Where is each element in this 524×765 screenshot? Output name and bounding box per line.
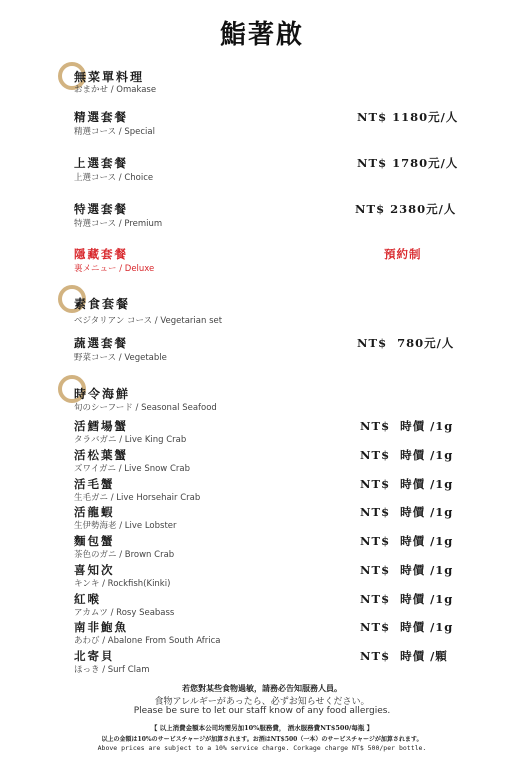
menu-item-name: 活毛蟹 [74,477,115,491]
menu-item-price: NT$ 時價 /1g [360,534,454,548]
section-subtitle-vegetarian: ベジタリアン コース / Vegetarian set [74,316,223,326]
menu-item-name: 紅喉 [74,592,101,606]
service-charge-note-en: Above prices are subject to a 10% service charge. Corkage charge NT$ 500/per bottle. [97,744,427,752]
service-charge-note-ja: 以上の金額は10%のサービスチャージが加算されます。お酒はNT$500（一本）のサービスチャージが加算されます。 [101,736,423,743]
menu-item-price: NT$ 時價 /1g [360,505,454,519]
section-subtitle-omakase: おまかせ / Omakase [74,85,157,95]
menu-item-subtitle: 精選コース / Special [74,127,155,137]
menu-item-price: NT$ 時價 /1g [360,592,454,606]
menu-item-subtitle: 茶色のガニ / Brown Crab [74,550,175,560]
menu-item-subtitle: ズワイガニ / Live Snow Crab [74,464,190,474]
menu-item-price: NT$ 時價 /1g [360,477,454,491]
menu-item-name: 活松葉蟹 [74,448,128,462]
menu-item-subtitle: 野菜コース / Vegetable [74,353,167,363]
menu-item-price: NT$ 2380元/人 [355,202,457,216]
menu-item-name: 北寄貝 [74,649,115,663]
menu-item-name-deluxe: 隱藏套餐 [74,247,128,261]
menu-item-price-deluxe: 預約制 [384,247,422,261]
menu-item-subtitle: 生毛ガニ / Live Horsehair Crab [74,493,201,503]
menu-item-subtitle-deluxe: 裏メニュー / Deluxe [74,264,155,274]
section-subtitle-seafood: 旬のシーフード / Seasonal Seafood [74,403,217,413]
section-title-seafood: 時令海鮮 [74,387,131,401]
menu-item-name: 麵包蟹 [74,534,115,548]
menu-item-name: 特選套餐 [74,202,128,216]
menu-item-subtitle: 特選コース / Premium [74,219,163,229]
menu-item-price: NT$ 1180元/人 [357,110,459,124]
menu-item-subtitle: キンキ / Rockfish(Kinki) [74,579,171,589]
menu-item-name: 上選套餐 [74,156,128,170]
menu-item-price: NT$ 時價 /1g [360,563,454,577]
menu-item-price: NT$ 時價 /1g [360,620,454,634]
menu-item-name: 精選套餐 [74,110,128,124]
menu-item-name: 喜知次 [74,563,115,577]
menu-item-price: NT$ 1780元/人 [357,156,459,170]
menu-item-name: 活龍蝦 [74,505,115,519]
section-title-omakase: 無菜單料理 [74,70,145,84]
menu-item-subtitle: 生伊勢海老 / Live Lobster [74,521,177,531]
menu-item-price: NT$ 時價 /1g [360,448,454,462]
allergy-note-ja: 食物アレルギーがあったら、必ずお知らせください。 [154,697,370,707]
allergy-note-en: Please be sure to let our staff know of any food allergies. [133,706,391,716]
menu-item-price: NT$ 時價 /1g [360,419,454,433]
menu-item-name: 南非鮑魚 [74,620,128,634]
brand-logo: 鮨著啟 [219,20,304,50]
menu-item-subtitle: タラバガニ / Live King Crab [74,435,187,445]
menu-item-price: NT$ 780元/人 [357,336,455,350]
menu-item-subtitle: 上選コース / Choice [74,173,154,183]
allergy-note-zh: 若您對某些食物過敏，請務必告知服務人員。 [182,683,342,693]
service-charge-note-zh: 【 以上消費金額本公司均需另加10%服務費， 酒水服務費NT$500/每瓶 】 [150,724,374,732]
menu-item-name: 蔬選套餐 [74,336,128,350]
menu-item-subtitle: あわび / Abalone From South Africa [74,636,221,646]
section-title-vegetarian: 素食套餐 [74,297,131,311]
menu-item-name: 活鱈場蟹 [74,419,128,433]
menu-item-subtitle: ほっき / Surf Clam [74,665,150,675]
menu-item-subtitle: アカムツ / Rosy Seabass [74,608,175,618]
menu-item-price: NT$ 時價 /顆 [360,649,448,663]
